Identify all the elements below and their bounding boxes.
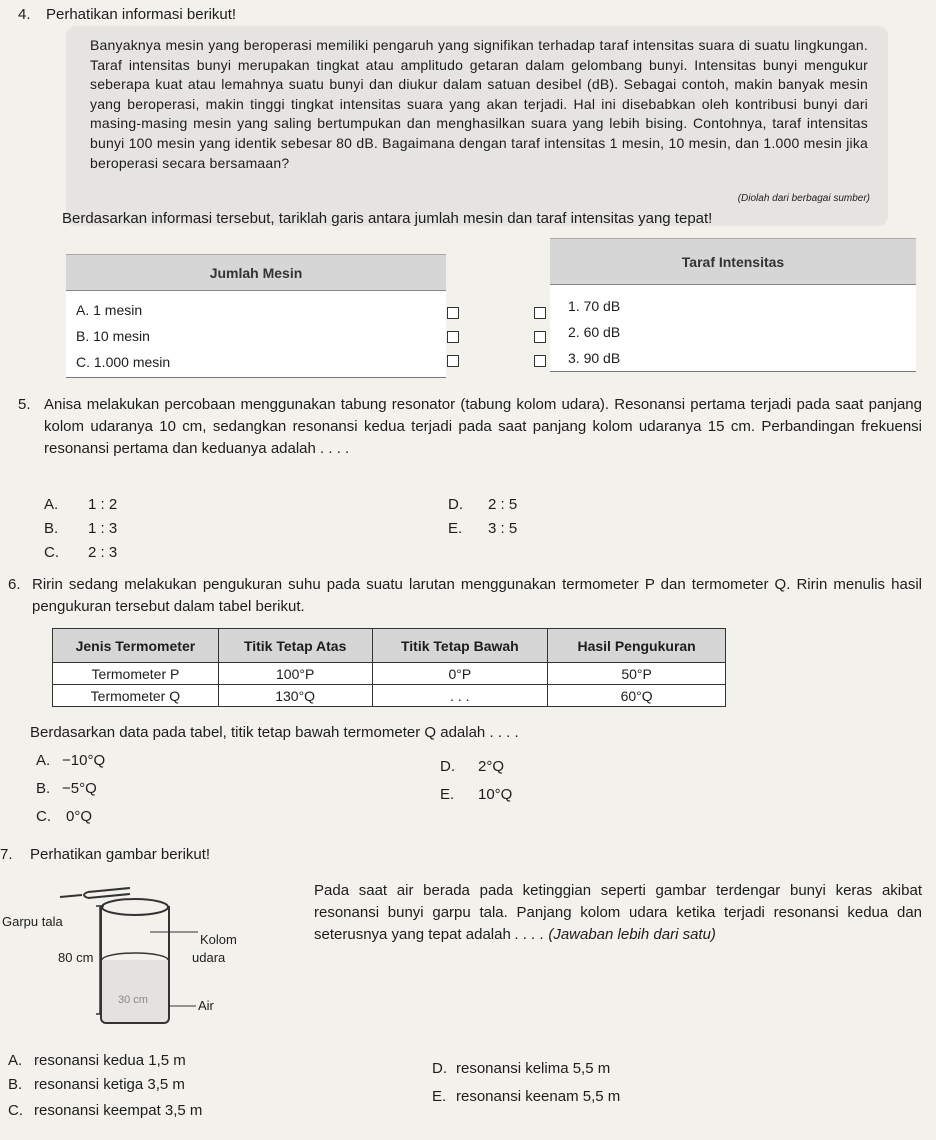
q4-right-item: 3. 90 dB xyxy=(568,350,621,366)
table-cell: 60°Q xyxy=(548,685,726,707)
q5-option-letter: E. xyxy=(448,520,463,537)
q4-left-item: B. 10 mesin xyxy=(76,328,150,344)
q5-text: Anisa melakukan percobaan menggunakan tabung resonator (tabung kolom udara). Resonansi pertama terjadi pada saat panjang kolom udaranya 10 cm, sedangkan resonansi kedua terjadi pada saat panjang kolom udaranya 15 cm. Perbandingan frekuensi resonansi pertama dan keduanya adalah . . . . xyxy=(44,396,922,457)
q5-option-value: 2 : 5 xyxy=(488,496,518,513)
q4-right-item: 1. 70 dB xyxy=(568,298,621,314)
q7-title: Perhatikan gambar berikut! xyxy=(30,846,211,863)
table-header: Titik Tetap Bawah xyxy=(372,629,548,663)
q6-option-b[interactable] xyxy=(36,780,97,797)
water-label: Air xyxy=(198,998,214,1013)
q7-option-value: resonansi kedua 1,5 m xyxy=(34,1052,186,1069)
q7-option-letter: D. xyxy=(432,1060,447,1077)
q6-question: Berdasarkan data pada tabel, titik tetap bawah termometer Q adalah . . . . xyxy=(30,724,519,741)
q5-option-letter: B. xyxy=(44,520,59,537)
q6-option-c[interactable] xyxy=(36,808,93,825)
q7-option-letter: C. xyxy=(8,1102,23,1119)
table-cell: 50°P xyxy=(548,663,726,685)
q4-left-item: A. 1 mesin xyxy=(76,302,143,318)
q6-number: 6. xyxy=(8,576,21,593)
q4-right-checkbox-3[interactable] xyxy=(534,355,546,367)
q6-option-letter: D. xyxy=(440,758,455,775)
table-cell: 130°Q xyxy=(218,685,372,707)
resonance-figure xyxy=(0,870,300,1030)
q4-info-text: Banyaknya mesin yang beroperasi memiliki pengaruh yang signifikan terhadap taraf intensitas suara di suatu lingkungan. Taraf intensitas bunyi merupakan tingkat atau amplitudo getaran dalam gelombang bunyi. Intensitas bunyi mengukur seberapa kuat atau lemahnya suatu bunyi dan diukur dalam satuan desibel (dB). Sebagai contoh, makin banyak mesin yang beroperasi, makin tinggi tingkat intensitas suara yang akan terjadi. Hal ini disebabkan oleh kontribusi bunyi dari masing-masing mesin yang saling bertumpukan dan menghasilkan suara yang lebih bising. Contohnya, taraf intensitas bunyi 100 mesin yang identik sebesar 80 dB. Bagaimana dengan taraf intensitas 1 mesin, 10 mesin, dan 1.000 mesin jika beroperasi secara bersamaan? xyxy=(90,37,868,171)
q7-option-letter: B. xyxy=(8,1076,23,1093)
q7-option-d[interactable] xyxy=(432,1060,611,1077)
q4-right-header: Taraf Intensitas xyxy=(550,239,916,285)
q7-number: 7. xyxy=(0,846,13,863)
q6-option-letter: A. xyxy=(36,752,51,769)
q6-option-letter: C. xyxy=(36,808,51,825)
q6-option-letter: B. xyxy=(36,780,51,797)
table-header: Jenis Termometer xyxy=(53,629,219,663)
q5-option-value: 1 : 3 xyxy=(88,520,118,537)
q6-option-value: 0°Q xyxy=(66,808,93,825)
q6-option-e[interactable] xyxy=(440,786,513,803)
q7-option-value: resonansi ketiga 3,5 m xyxy=(34,1076,185,1093)
q4-left-header: Jumlah Mesin xyxy=(66,255,446,291)
q6-table xyxy=(52,628,726,707)
q4-right-checkbox-1[interactable] xyxy=(534,307,546,319)
q7-option-e[interactable] xyxy=(432,1088,621,1105)
q4-instruction: Berdasarkan informasi tersebut, tariklah garis antara jumlah mesin dan taraf intensitas yang tepat! xyxy=(62,210,713,227)
q5-option-letter: C. xyxy=(44,544,59,561)
table-header: Hasil Pengukuran xyxy=(548,629,726,663)
q4-left-item: C. 1.000 mesin xyxy=(76,354,171,370)
q4-right-checkbox-2[interactable] xyxy=(534,331,546,343)
q4-left-checkbox-c[interactable] xyxy=(447,355,459,367)
fork-label: Garpu tala xyxy=(2,914,63,929)
q5-number: 5. xyxy=(18,396,31,413)
q4-right-box xyxy=(550,238,916,372)
q5-option-a[interactable] xyxy=(44,496,118,513)
water-depth-label: 30 cm xyxy=(118,994,148,1006)
q6-option-value: 10°Q xyxy=(478,786,513,803)
q4-number: 4. xyxy=(18,6,31,23)
table-cell: Termometer P xyxy=(53,663,219,685)
column-label: Kolom xyxy=(200,932,237,947)
q6-option-value: −10°Q xyxy=(62,752,106,769)
table-cell: 100°P xyxy=(218,663,372,685)
q7-text: Pada saat air berada pada ketinggian seperti gambar terdengar bunyi keras akibat resonansi bunyi garpu tala. Panjang kolom udara ketika terjadi resonansi kedua dan seterusnya yang tepat adalah . . . . (Jawaban lebih dari satu) xyxy=(314,882,922,943)
q6-option-value: 2°Q xyxy=(478,758,505,775)
q4-left-box xyxy=(66,254,446,378)
q7-option-b[interactable] xyxy=(8,1076,185,1093)
q7-option-value: resonansi keempat 3,5 m xyxy=(34,1102,203,1119)
q5-option-value: 3 : 5 xyxy=(488,520,518,537)
q5-option-letter: D. xyxy=(448,496,463,513)
table-cell: Termometer Q xyxy=(53,685,219,707)
q4-source: (Diolah dari berbagai sumber) xyxy=(737,193,870,204)
q6-option-value: −5°Q xyxy=(62,780,97,797)
table-row xyxy=(53,685,726,707)
column-label: udara xyxy=(192,950,226,965)
q7-option-c[interactable] xyxy=(8,1102,203,1119)
q5-option-value: 2 : 3 xyxy=(88,544,118,561)
water-fill xyxy=(102,960,168,1022)
q5-option-letter: A. xyxy=(44,496,59,513)
q7-note: . . . . (Jawaban lebih dari satu) xyxy=(514,926,716,943)
q7-option-letter: A. xyxy=(8,1052,23,1069)
q4-info-box xyxy=(66,26,888,226)
table-header: Titik Tetap Atas xyxy=(218,629,372,663)
length-label: 80 cm xyxy=(58,950,94,965)
q5-option-e[interactable] xyxy=(448,520,518,537)
q7-option-value: resonansi keenam 5,5 m xyxy=(456,1088,621,1105)
q4-left-checkbox-a[interactable] xyxy=(447,307,459,319)
q5-option-b[interactable] xyxy=(44,520,118,537)
q7-option-letter: E. xyxy=(432,1088,447,1105)
q4-title: Perhatikan informasi berikut! xyxy=(46,6,237,23)
q5-option-d[interactable] xyxy=(448,496,518,513)
q4-right-item: 2. 60 dB xyxy=(568,324,621,340)
q6-text: Ririn sedang melakukan pengukuran suhu pada suatu larutan menggunakan termometer P dan termometer Q. Ririn menulis hasil pengukuran tersebut dalam tabel berikut. xyxy=(32,576,922,615)
q6-option-letter: E. xyxy=(440,786,455,803)
q7-option-value: resonansi kelima 5,5 m xyxy=(456,1060,611,1077)
q6-option-a[interactable] xyxy=(36,752,106,769)
table-cell: 0°P xyxy=(372,663,548,685)
table-row xyxy=(53,663,726,685)
q7-option-a[interactable] xyxy=(8,1052,186,1069)
q5-option-c[interactable] xyxy=(44,544,118,561)
table-header-row xyxy=(53,629,726,663)
q5-option-value: 1 : 2 xyxy=(88,496,118,513)
table-cell: . . . xyxy=(372,685,548,707)
q4-left-checkbox-b[interactable] xyxy=(447,331,459,343)
q6-option-d[interactable] xyxy=(440,758,505,775)
